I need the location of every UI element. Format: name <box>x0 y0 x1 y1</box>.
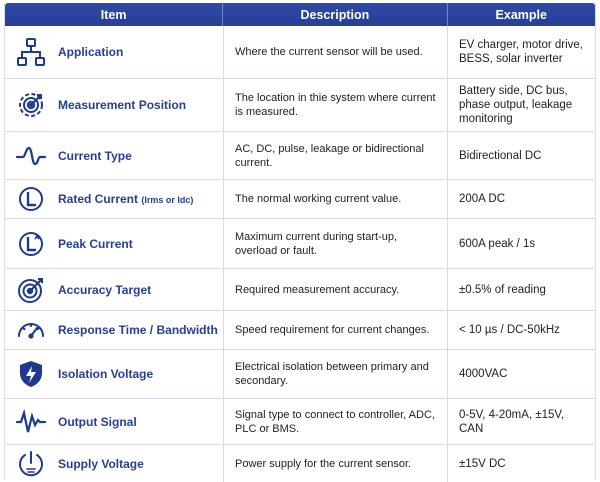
spec-table <box>4 3 596 480</box>
table-row <box>5 26 595 79</box>
example-cell: Battery side, DC bus, phase output, leakage monitoring <box>447 79 595 131</box>
item-cell <box>5 132 223 179</box>
table-header <box>5 3 595 26</box>
header-example: Example <box>447 3 596 26</box>
description-cell: Signal type to connect to controller, ADC, PLC or BMS. <box>223 399 447 444</box>
example-cell: < 10 µs / DC-50kHz <box>447 311 595 349</box>
example-cell: Bidirectional DC <box>447 132 595 179</box>
item-label: Supply Voltage <box>58 456 144 471</box>
item-label: Accuracy Target <box>58 282 152 297</box>
item-label: Isolation Voltage <box>58 367 154 381</box>
bullseye-target-icon <box>13 274 49 306</box>
item-label: Response Time / Bandwidth <box>58 323 218 337</box>
example-cell: ±0.5% of reading <box>447 269 595 310</box>
example-cell: 0-5V, 4-20mA, ±15V, CAN <box>447 399 595 444</box>
table-row <box>5 219 595 269</box>
description-cell: The normal working current value. <box>223 180 447 218</box>
item-note: (Irms or Idc) <box>141 195 194 205</box>
item-cell <box>5 445 223 482</box>
item-label: Output Signal <box>58 414 137 429</box>
item-cell <box>5 219 223 268</box>
table-row <box>5 132 595 180</box>
table-row <box>5 311 595 350</box>
item-label: Measurement Position <box>58 98 187 112</box>
description-cell: Speed requirement for current changes. <box>223 311 447 349</box>
description-cell: Where the current sensor will be used. <box>223 26 447 78</box>
table-row <box>5 445 595 482</box>
example-cell: EV charger, motor drive, BESS, solar inverter <box>447 26 595 78</box>
table-row <box>5 269 595 311</box>
speedometer-icon <box>13 314 49 346</box>
item-label: Current Type <box>58 148 132 163</box>
table-row <box>5 350 595 399</box>
item-cell <box>5 311 223 349</box>
item-label: Application <box>58 45 124 59</box>
table-row <box>5 79 595 132</box>
example-cell: 600A peak / 1s <box>447 219 595 268</box>
example-cell: ±15V DC <box>447 445 595 482</box>
description-cell: Maximum current during start-up, overload or fault. <box>223 219 447 268</box>
table-row <box>5 399 595 445</box>
waveform-icon <box>13 140 49 172</box>
description-cell: Power supply for the current sensor. <box>223 445 447 482</box>
item-cell <box>5 399 223 444</box>
shield-lightning-icon <box>13 358 49 390</box>
description-cell: Required measurement accuracy. <box>223 269 447 310</box>
header-description: Description <box>222 3 446 26</box>
item-label: Rated Current (Irms or Idc) <box>58 192 194 206</box>
table-row <box>5 180 595 219</box>
target-gear-icon <box>13 89 49 121</box>
network-hierarchy-icon <box>13 36 49 68</box>
peak-current-icon <box>13 228 49 260</box>
header-item: Item <box>100 7 127 22</box>
description-cell: Electrical isolation between primary and secondary. <box>223 350 447 398</box>
description-cell: The location in thie system where current is measured. <box>223 79 447 131</box>
item-cell <box>5 350 223 398</box>
example-cell: 4000VAC <box>447 350 595 398</box>
item-cell <box>5 269 223 310</box>
rated-current-icon <box>13 183 49 215</box>
item-cell <box>5 79 223 131</box>
item-label: Peak Current <box>58 236 133 251</box>
example-cell: 200A DC <box>447 180 595 218</box>
item-cell <box>5 26 223 78</box>
description-cell: AC, DC, pulse, leakage or bidirectional current. <box>223 132 447 179</box>
signal-wave-icon <box>13 406 49 438</box>
item-cell <box>5 180 223 218</box>
power-supply-icon <box>13 448 49 480</box>
